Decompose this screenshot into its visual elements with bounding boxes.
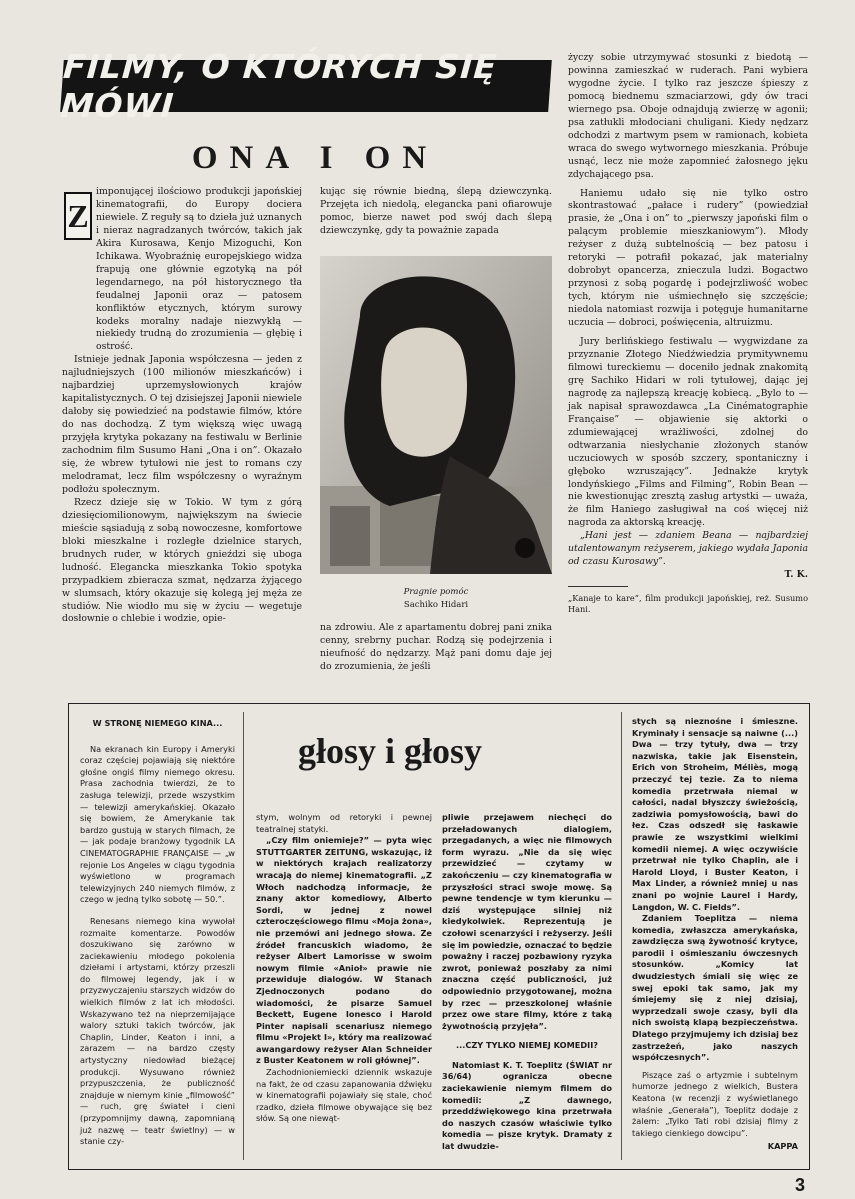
paragraph: życzy sobie utrzymywać stosunki z biedotą — powinna zamieszkać w ruderach. Pani wybiera wygodne życie. I tylko raz jeszcze śpieszy z pomocą biednemu szmaciarzowi, gdy ów traci wiernego psa. Oboje odnajdują zwierzę w agonii; psa zatłukli młodociani chuligani. Kiedy nędzarz odchodzi z martwym psem w ramionach, kobieta wraca do swego wytwornego mieszkania. Próbuje usnąć, lecz nie może zapomnieć żałosnego jęku zdychającego psa. — [568, 52, 808, 180]
section-banner: FILMY, O KTÓRYCH SIĘ MÓWI — [60, 60, 552, 112]
box-subheading: ...CZY TYLKO NIEMEJ KOMEDII? — [455, 1040, 599, 1051]
article-signature: T. K. — [784, 569, 808, 581]
paragraph: Zdaniem Toeplitza — niema komedia, zwłaszcza amerykańska, zawdzięcza swą żywotność krytyce, parodii i ośmieszaniu ówczesnych stosunków. „Komicy lat dwudziestych śmiali się więc ze swej epoki tak samo, jak my śmiejemy się z niej dzisiaj, wyprzedzali swoje czasy, byli dla nich swoistą klapą bezpieczeństwa. Dlatego przyjmujemy ich dzisiaj bez zastrzeżeń, jako naszych współczesnych”. — [632, 913, 798, 1063]
actress-photo — [320, 256, 552, 574]
box-column-4 — [632, 716, 798, 1153]
box-divider — [621, 712, 622, 1160]
paragraph: Rzecz dzieje się w Tokio. W tym z górą dziesięciomilionowym, największym na świecie mieście sąsiadują z sobą nowoczesne, komfortowe bloki mieszkalne i rozległe dzielnice starych, brudnych ruder, w których gnieździ się uboga ludność. Elegancka mieszkanka Tokio spotyka przypadkiem zbieracza szmat, nędzarza żyjącego w slumsach, który okazuje się kolegą jej męża ze studiów. Nie wiodło mu się w życiu — wegetuje dosłownie o chlebie i wodzie, opie- — [62, 496, 302, 625]
article-column-2-bottom — [320, 622, 552, 674]
footnote-divider — [568, 586, 628, 587]
photo-caption — [320, 586, 552, 612]
paragraph: „Hani jest — zdaniem Beana — najbardziej utalentowanym reżyserem, jakiego wydała Japonia od czasu Kurosawy”. — [568, 530, 808, 568]
glosy-title: głosy i głosy — [298, 731, 483, 771]
page-number: 3 — [795, 1175, 806, 1195]
paragraph: Jury berlińskiego festiwalu — wygwizdane za przyznanie Złotego Niedźwiedzia prymitywnemu filmowi tureckiemu — doceniło jednak znakomitą grę Sachiko Hidari w roli tytułowej, dając jej nagrodę za najlepszą kreację kobiecą. „Bylo to — jak napisał sprawozdawca „La Cinématographie Française” — objawienie się aktorki o zdumiewającej wrażliwości, zdolnej do odtwarzania niesłychanie złożonych stanów uczuciowych w sposób szczery, spontaniczny i głęboko wzruszający”. Jednakże krytyk londyńskiego „Films and Filming”, Robin Bean — nie kwestionując zresztą zasług artystki — uważa, że film Haniego zasługiwał na coś więcej niż nagroda za aktorską kreację. — [568, 336, 808, 529]
box-column-1 — [80, 718, 235, 1148]
box-signature: KAPPA — [767, 1141, 798, 1152]
paragraph: na zdrowiu. Ale z apartamentu dobrej pani znika cenny, srebrny puchar. Rodzą się podejrzenia i nieufność do nędzarzy. Mąż pani domu daje jej do zrozumienia, że jeśli — [320, 622, 552, 672]
article-title: ONA I ON — [191, 140, 439, 176]
paragraph: Na ekranach kin Europy i Ameryki coraz częściej pojawiają się niektóre głośne ongiś filmy niemego okresu. Prasa zachodnia twierdzi, że to zasługa telewizji, przede wszystkim — telewizji amerykańskiej. Okazało się bowiem, że Amerykanie tak bardzo gustują w starych filmach, że — jak podaje branżowy tygodnik LA CINEMATOGRAPHIE FRANÇAISE — „w rejonie Los Angeles w ciągu tygodnia wyświetlono w programach telewizyjnych 240 niemych filmów, z czego w jedną tylko sobotę — 50.”. — [80, 743, 235, 905]
paragraph: pliwie przejawem niechęci do przeładowanych dialogiem, przegadanych, a więc nie filmowych form wyrazu. „Nie da się więc przewidzieć — czytamy w zakończeniu — czy kinematografia w przyszłości straci swoje mowę. Są pewne tendencje w tym kierunku — dziś występujące silniej niż kiedykolwiek. Reprezentują je czołowi scenarzyści i reżyserzy. Jeśli się im powiedzie, oznaczać to będzie poważny i raczej pozbawiony ryzyka zwrot, ponieważ poszłaby za nimi znaczna część publiczności, już odpowiednio przygotowanej, można by rzec — przeszkolonej właśnie przez owe stare filmy, które z taką żywotnością przyjęła”. — [442, 812, 613, 1031]
paragraph: Haniemu udało się nie tylko ostro skontrastować „pałace i rudery” (powiedział prasie, że „Ona i on” to „pierwszy japoński film o palącym problemie mieszkaniowym”). Młody reżyser z dużą subtelnością — bez patosu i retoryki — potrafił pokazać, jak materialny dobrobyt opancerza, znieczula ludzi. Bogactwo przynosi z sobą pogardę i podejrzliwość wobec tych, którym nie uśmiechnęło się szczęście; niedola natomiast rozwija i potęguje humanitarne uczucia — dobroci, poświęcenia, altruizmu. — [568, 187, 808, 329]
photo-illustration — [320, 256, 552, 574]
paragraph: kując się równie biedną, ślepą dziewczynką. Przejęta ich niedolą, elegancka pani ofiarowuje pomoc, bierze nawet pod swój dach ślepą dziewczynkę, gdy ta poważnie zapada — [320, 186, 552, 236]
paragraph: Zachodnioniemiecki dziennik wskazuje na fakt, że od czasu zapanowania dźwięku w kinematografii pojawiały się stale, choć rzadko, dzieła filmowe obywające się bez słów. Są one niewąt- — [256, 1067, 432, 1124]
paragraph: Renesans niemego kina wywołał rozmaite komentarze. Powodów doszukiwano się zarówno w zaciekawieniu młodego pokolenia dziełami i artystami, którzy przeszli do filmowej legendy, jak i w przyzwyczajeniu starszych widzów do wielkich filmów z lat ich młodości. Wskazywano też na nieprzemijające walory sztuki takich twórców, jak Chaplin, Linder, Keaton i inni, a zarazem — na bardzo częsty artystyczny niedowład bieżącej produkcji. Wysuwano również przypuszczenia, że publiczność znajduje w niemym kinie „filmowość” — ruch, grę świateł i cieni (przypomnijmy dawną, zapomnianą już nazwę — teatr świetlny) — w stanie czy- — [80, 915, 235, 1147]
box-column-3 — [442, 812, 612, 1153]
paragraph: Piszące zaś o artyzmie i subtelnym humorze jednego z wielkich, Bustera Keatona (w recenzji z wyświetlanego właśnie „Generała”), Toeplitz dodaje z żalem: „Tylko Tati robi dzisiaj filmy z takiego cienkiego dowcipu”. — [632, 1069, 798, 1138]
box-column-2 — [256, 812, 432, 1125]
article-column-2-top — [320, 186, 552, 238]
drop-cap: Z — [64, 192, 92, 240]
box-divider — [243, 712, 244, 1160]
article-column-3 — [568, 52, 808, 615]
paragraph: imponującej ilościowo produkcji japońskiej kinematografii, do Europy dociera niewiele. Z reguły są to dzieła już uznanych i nieraz nagradzanych twórców, takich jak Akira Kurosawa, Kenjo Mizoguchi, Kon Ichikawa. Wyobraźnię europejskiego widza frapują one głównie egzotyką na pół legendarnego, na pół historycznego tła feudalnej Japonii oraz — patosem konfliktów etycznych, którym surowy kodeks moralny nadaje niezwykłą — niekiedy trudną do zrozumienia — głębię i ostrość. — [96, 186, 302, 353]
box-heading: W STRONĘ NIEMEGO KINA... — [92, 718, 223, 728]
footnote: „Kanaje to kare”, film produkcji japońskiej, reż. Susumo Hani. — [568, 593, 808, 615]
paragraph: Istnieje jednak Japonia współczesna — jeden z najludniejszych (100 milionów mieszkańców) i najbardziej uprzemysłowionych krajów kapitalistycznych. O tej dzisiejszej Japonii niewiele dałoby się powiedzieć na podstawie filmów, które do nas dochodzą. Z tym większą więc uwagą przyjęła krytyka pokazany na festiwalu w Berlinie zachodnim film Susumo Hani „Ona i on”. Okazało się, że wbrew tytułowi nie jest to romans czy melodramat, lecz film współczesny o wyraźnym podłożu społecznym. — [62, 354, 302, 495]
paragraph: stych są nieznośne i śmieszne. Kryminały i sensacje są naiwne (...) Dwa — trzy tytuły, dwa — trzy nazwiska, takie jak Eisenstein, Erich von Stroheim, Méliès, mogą przeczyć tej tezie. Za to niema komedia przetrwała niemal w całości, nadal błyszczy świeżością, zadziwia pomysłowością, bawi do łez. Czas odszedł się łaskawie prawie ze wszystkimi wielkimi komedii niemej. A więc oczywiście przetrwał nie tylko Chaplin, ale i Harold Lloyd, i Buster Keaton, i Max Linder, a również mniej u nas znani po wojnie Laurel i Hardy, Langdon, W. C. Fields”. — [632, 716, 798, 912]
paragraph: stym, wolnym od retoryki i pewnej teatralnej statyki. — [256, 812, 432, 834]
caption-name: Sachiko Hidari — [403, 600, 469, 610]
paragraph: „Czy film oniemieje?” — pyta więc STUTTGARTER ZEITUNG, wskazując, iż w niektórych krajach realizatorzy wracają do niemej kinematografii. „Z Włoch nadchodzą informacje, że znany aktor komediowy, Alberto Sordi, w jednej z nowel czteroczęściowego filmu «Moja żona», nie przemówi ani jednego słowa. Ze źródeł francuskich wiadomo, że reżyser Albert Lamorisse w swoim nowym filmie «Anioł» prawie nie przewiduje dialogów. W Stanach Zjednoczonych podano do wiadomości, że pisarze Samuel Beckett, Eugene Ionesco i Harold Pinter napisali scenariusz niemego filmu «Projekt I», który ma realizować awangardowy reżyser Alan Schneider z Buster Keatonem w roli głównej”. — [256, 835, 433, 1066]
article-column-1 — [62, 186, 302, 626]
caption-title: Pragnie pomóc — [403, 587, 469, 597]
paragraph: Natomiast K. T. Toeplitz (ŚWIAT nr 36/64) ogranicza obecne zaciekawienie niemym filmem do komedii: „Z dawnego, przeddźwiękowego kina przetrwała do naszych czasów właściwie tylko komedia — pisze krytyk. Dramaty z lat dwudzie- — [442, 1059, 612, 1152]
